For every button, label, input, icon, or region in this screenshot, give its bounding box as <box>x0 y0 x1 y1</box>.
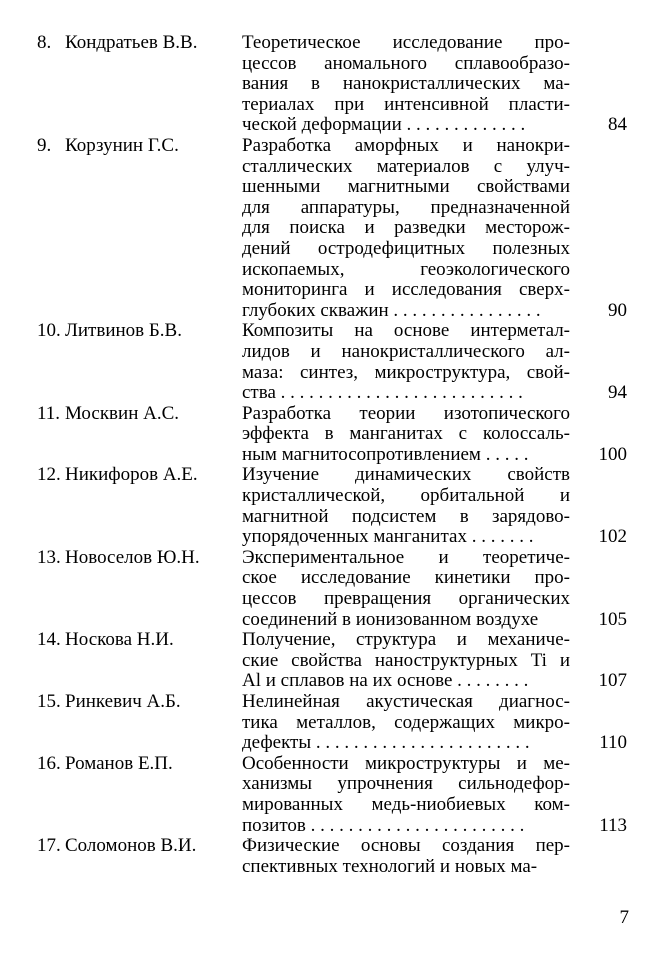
entry-author: Корзунин Г.С. <box>65 134 179 156</box>
entry-number: 11. <box>37 402 61 424</box>
toc-entry <box>0 754 667 836</box>
entry-page: 84 <box>608 114 627 136</box>
entry-page: 102 <box>598 526 627 548</box>
entry-author: Романов Е.П. <box>65 752 173 774</box>
entry-title-line: глубоких скважин . . . . . . . . . . . . . . . . <box>242 299 541 321</box>
entry-title <box>242 321 570 403</box>
entry-title-line: магнитной подсистем в зарядово- <box>242 505 570 527</box>
entry-page: 94 <box>608 382 627 404</box>
entry-title-line: Al и сплавов на их основе . . . . . . . . <box>242 670 529 692</box>
entry-title-line: для поиска и разведки месторож- <box>242 217 570 239</box>
entry-page: 110 <box>599 732 627 754</box>
entry-number: 16. <box>37 752 61 774</box>
entry-title <box>242 465 570 547</box>
entry-title <box>242 692 570 754</box>
entry-title-line: мониторинга и исследования сверх- <box>242 279 570 301</box>
entry-title-line: Нелинейная акустическая диагнос- <box>242 691 570 712</box>
entry-title-line: ства . . . . . . . . . . . . . . . . . . . . . . . . . . <box>242 382 523 404</box>
entry-title-line: ископаемых, геоэкологического <box>242 258 570 280</box>
entry-title-line: дефекты . . . . . . . . . . . . . . . . . . . . . . . <box>242 732 530 754</box>
entry-title-line: ческой деформации . . . . . . . . . . . . . <box>242 114 526 136</box>
entry-title-line: Теоретическое исследование про- <box>242 32 570 53</box>
entry-title-line: Изучение динамических свойств <box>242 464 570 486</box>
toc-entry <box>0 404 667 466</box>
table-of-contents <box>0 33 667 877</box>
entry-title-line: маза: синтез, микроструктура, свой- <box>242 361 570 383</box>
entry-title-line: Особенности микроструктуры и ме- <box>242 752 570 774</box>
toc-entry <box>0 630 667 692</box>
entry-author: Никифоров А.Е. <box>65 464 198 486</box>
toc-entry <box>0 136 667 321</box>
toc-entry <box>0 548 667 630</box>
entry-title <box>242 548 570 630</box>
entry-title-line: ские свойства наноструктурных Ti и <box>242 649 570 671</box>
toc-entry <box>0 692 667 754</box>
entry-title-line: дений остродефицитных полезных <box>242 237 570 259</box>
entry-title-line: Разработка теории изотопического <box>242 402 570 424</box>
entry-number: 10. <box>37 320 61 342</box>
entry-title-line: шенными магнитными свойствами <box>242 176 570 198</box>
toc-entry <box>0 321 667 403</box>
entry-title-line: Получение, структура и механиче- <box>242 629 570 651</box>
page-number: 7 <box>619 907 629 928</box>
entry-title-line: вания в нанокристаллических ма- <box>242 73 570 95</box>
entry-title-line: для аппаратуры, предназначенной <box>242 196 570 218</box>
entry-page: 107 <box>598 670 627 692</box>
entry-title-line: мированных медь-ниобиевых ком- <box>242 793 570 815</box>
entry-title-line: Физические основы создания пер- <box>242 835 570 857</box>
entry-title-line: эффекта в манганитах с колоссаль- <box>242 423 570 445</box>
entry-number: 17. <box>37 835 61 857</box>
entry-title-line: Разработка аморфных и нанокри- <box>242 134 570 156</box>
entry-author: Новоселов Ю.Н. <box>65 546 200 568</box>
toc-entry <box>0 836 667 877</box>
entry-author: Литвинов Б.В. <box>65 320 182 342</box>
entry-title <box>242 33 570 136</box>
entry-title-line: ханизмы упрочнения сильнодефор- <box>242 773 570 795</box>
entry-title <box>242 754 570 836</box>
entry-title-line: цессов превращения органических <box>242 588 570 610</box>
entry-number: 14. <box>37 629 61 651</box>
entry-title-line: Композиты на основе интерметал- <box>242 320 570 342</box>
entry-number: 13. <box>37 546 61 568</box>
entry-page: 90 <box>608 299 627 321</box>
entry-title-line: сталлических материалов с улуч- <box>242 155 570 177</box>
entry-title-line: спективных технологий и новых ма- <box>242 855 538 877</box>
entry-author: Кондратьев В.В. <box>65 32 198 53</box>
entry-page: 105 <box>598 608 627 630</box>
entry-title <box>242 404 570 466</box>
entry-title-line: кристаллической, орбитальной и <box>242 485 570 507</box>
entry-title-line: упорядоченных манганитах . . . . . . . <box>242 526 534 548</box>
entry-author: Соломонов В.И. <box>65 835 197 857</box>
entry-author: Москвин А.С. <box>65 402 180 424</box>
entry-page: 100 <box>598 443 627 465</box>
entry-title-line: териалах при интенсивной пласти- <box>242 93 570 115</box>
entry-number: 8. <box>37 32 52 53</box>
entry-title <box>242 136 570 321</box>
entry-title-line: лидов и нанокристаллического ал- <box>242 340 570 362</box>
entry-title <box>242 836 570 877</box>
entry-title-line: тика металлов, содержащих микро- <box>242 711 570 733</box>
toc-entry <box>0 465 667 547</box>
entry-number: 15. <box>37 691 61 712</box>
entry-title-line: соединений в ионизованном воздухе <box>242 608 539 630</box>
entry-title-line: Экспериментальное и теоретиче- <box>242 546 570 568</box>
entry-title-line: позитов . . . . . . . . . . . . . . . . . . . . . . . <box>242 814 525 836</box>
toc-entry <box>0 33 667 136</box>
entry-title-line: ское исследование кинетики про- <box>242 567 570 589</box>
entry-author: Ринкевич А.Б. <box>65 691 181 712</box>
entry-number: 9. <box>37 134 52 156</box>
entry-title-line: ным магнитосопротивлением . . . . . <box>242 443 529 465</box>
entry-title <box>242 630 570 692</box>
entry-author: Носкова Н.И. <box>65 629 174 651</box>
entry-title-line: цессов аномального сплавообразо- <box>242 52 570 74</box>
entry-number: 12. <box>37 464 61 486</box>
entry-page: 113 <box>599 814 627 836</box>
